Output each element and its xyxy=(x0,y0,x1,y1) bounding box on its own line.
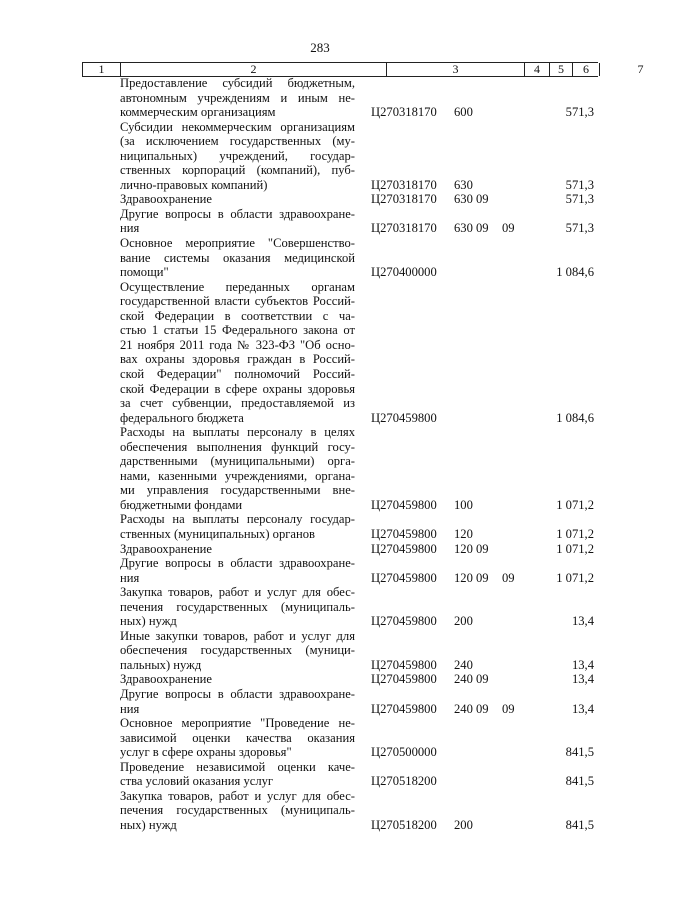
target-code: Ц270318170 xyxy=(371,192,437,207)
target-code: Ц270518200 xyxy=(371,774,437,789)
expense-type: 240 xyxy=(454,672,473,687)
amount-value: 571,3 xyxy=(565,221,594,236)
description-line: Закупка товаров, работ и услуг для обес- xyxy=(120,788,355,803)
description-line: Расходы на выплаты персоналу государ- xyxy=(120,512,355,527)
amount-value: 13,4 xyxy=(571,701,594,716)
table-row xyxy=(0,280,640,426)
table-row xyxy=(0,120,640,193)
header-col-5: 5 xyxy=(549,63,572,76)
row-description xyxy=(120,716,355,760)
description-line: Здравоохранение xyxy=(120,192,213,207)
description-line: обеспечения выполнения функций госу- xyxy=(120,439,355,454)
description-line: 21 ноября 2011 года № 323-ФЗ "Об осно- xyxy=(120,337,355,352)
header-col-1: 1 xyxy=(82,63,120,76)
amount-value: 1 084,6 xyxy=(556,265,594,280)
budget-table-body xyxy=(0,76,640,833)
table-row xyxy=(0,629,640,673)
row-description xyxy=(120,672,355,687)
description-line: (за исключением государственных (му- xyxy=(120,134,355,149)
table-row xyxy=(0,76,640,120)
section-code: 09 xyxy=(476,701,489,716)
target-code: Ц270459800 xyxy=(371,672,437,687)
target-code: Ц270459800 xyxy=(371,701,437,716)
row-description xyxy=(120,76,355,120)
target-code: Ц270459800 xyxy=(371,657,437,672)
target-code: Ц270459800 xyxy=(371,527,437,542)
target-code: Ц270318170 xyxy=(371,221,437,236)
description-line: услуг в сфере охраны здоровья" xyxy=(120,745,292,760)
table-row xyxy=(0,716,640,760)
target-code: Ц270459800 xyxy=(371,497,437,512)
section-code: 09 xyxy=(476,541,489,556)
description-line: автономным учреждениям и иным не- xyxy=(120,90,355,105)
description-line: печения государственных (муниципаль- xyxy=(120,803,355,818)
description-line: зависимой оценки качества оказания xyxy=(120,730,355,745)
description-line: вах охраны здоровья граждан в Россий- xyxy=(120,352,355,367)
target-code: Ц270459800 xyxy=(371,410,437,425)
description-line: ниципальных) учреждений, государ- xyxy=(120,148,355,163)
table-row xyxy=(0,512,640,541)
row-description xyxy=(120,542,355,557)
row-description xyxy=(120,629,355,673)
header-col-4: 4 xyxy=(524,63,549,76)
row-description xyxy=(120,192,355,207)
description-line: ных) нужд xyxy=(120,817,177,832)
description-line: дарственными (муниципальными) орга- xyxy=(120,454,355,469)
row-description xyxy=(120,556,355,585)
description-line: лично-правовых компаний) xyxy=(120,177,268,192)
description-line: Осуществление переданных органам xyxy=(120,279,355,294)
subsection-code: 09 xyxy=(502,221,515,236)
expense-type: 200 xyxy=(454,614,473,629)
description-line: Основное мероприятие "Совершенство- xyxy=(120,236,355,251)
expense-type: 100 xyxy=(454,497,473,512)
description-line: Основное мероприятие "Проведение не- xyxy=(120,716,355,731)
row-description xyxy=(120,207,355,236)
expense-type: 240 xyxy=(454,701,473,716)
expense-type: 120 xyxy=(454,541,473,556)
amount-value: 841,5 xyxy=(565,817,594,832)
table-row xyxy=(0,556,640,585)
amount-value: 1 071,2 xyxy=(556,497,594,512)
section-code: 09 xyxy=(476,192,489,207)
table-row xyxy=(0,789,640,833)
section-code: 09 xyxy=(476,221,489,236)
description-line: вание системы оказания медицинской xyxy=(120,250,355,265)
description-line: Предоставление субсидий бюджетным, xyxy=(120,76,355,90)
target-code: Ц270518200 xyxy=(371,817,437,832)
description-line: Другие вопросы в области здравоохране- xyxy=(120,556,355,571)
description-line: федерального бюджета xyxy=(120,410,244,425)
row-description xyxy=(120,425,355,512)
header-col-2: 2 xyxy=(120,63,386,76)
description-line: Иные закупки товаров, работ и услуг для xyxy=(120,628,355,643)
target-code: Ц270459800 xyxy=(371,614,437,629)
amount-value: 841,5 xyxy=(565,745,594,760)
description-line: Другие вопросы в области здравоохране- xyxy=(120,687,355,702)
amount-value: 571,3 xyxy=(565,105,594,120)
description-line: за счет субвенции, предоставляемой из xyxy=(120,396,355,411)
expense-type: 630 xyxy=(454,221,473,236)
amount-value: 841,5 xyxy=(565,774,594,789)
header-col-7: 7 xyxy=(599,63,681,76)
expense-type: 240 xyxy=(454,657,473,672)
row-description xyxy=(120,120,355,193)
amount-value: 13,4 xyxy=(571,657,594,672)
target-code: Ц270318170 xyxy=(371,177,437,192)
target-code: Ц270400000 xyxy=(371,265,437,280)
description-line: ской Федерации в сфере охраны здоровья xyxy=(120,381,355,396)
subsection-code: 09 xyxy=(502,701,515,716)
row-description xyxy=(120,760,355,789)
subsection-code: 09 xyxy=(502,570,515,585)
table-row xyxy=(0,687,640,716)
description-line: ния xyxy=(120,570,140,585)
target-code: Ц270459800 xyxy=(371,541,437,556)
row-description xyxy=(120,789,355,833)
description-line: Другие вопросы в области здравоохране- xyxy=(120,206,355,221)
description-line: ской Федерации в соответствии с ча- xyxy=(120,308,355,323)
header-col-3: 3 xyxy=(386,63,524,76)
description-line: помощи" xyxy=(120,265,169,280)
table-row xyxy=(0,425,640,512)
expense-type: 630 xyxy=(454,192,473,207)
description-line: ми управления государственными вне- xyxy=(120,483,355,498)
description-line: Здравоохранение xyxy=(120,672,213,687)
description-line: ния xyxy=(120,701,140,716)
amount-value: 571,3 xyxy=(565,192,594,207)
target-code: Ц270500000 xyxy=(371,745,437,760)
description-line: Закупка товаров, работ и услуг для обес- xyxy=(120,585,355,600)
expense-type: 600 xyxy=(454,105,473,120)
row-description xyxy=(120,236,355,280)
description-line: Проведение независимой оценки каче- xyxy=(120,759,355,774)
amount-value: 1 071,2 xyxy=(556,541,594,556)
row-description xyxy=(120,280,355,425)
amount-value: 571,3 xyxy=(565,177,594,192)
expense-type: 200 xyxy=(454,817,473,832)
expense-type: 120 xyxy=(454,527,473,542)
description-line: обеспечения государственных (муници- xyxy=(120,643,355,658)
table-row xyxy=(0,207,640,236)
table-row xyxy=(0,192,640,207)
description-line: коммерческим организациям xyxy=(120,105,276,120)
header-col-6: 6 xyxy=(572,63,599,76)
target-code: Ц270318170 xyxy=(371,105,437,120)
amount-value: 1 084,6 xyxy=(556,410,594,425)
description-line: бюджетными фондами xyxy=(120,497,243,512)
description-line: печения государственных (муниципаль- xyxy=(120,599,355,614)
table-row xyxy=(0,585,640,629)
section-code: 09 xyxy=(476,672,489,687)
description-line: нами, казенными учреждениями, органа- xyxy=(120,468,355,483)
description-line: стью 1 статьи 15 Федерального закона от xyxy=(120,323,355,338)
description-line: ственных (муниципальных) органов xyxy=(120,527,316,542)
description-line: ственных корпораций (компаний), пуб- xyxy=(120,163,355,178)
amount-value: 13,4 xyxy=(571,614,594,629)
description-line: Расходы на выплаты персоналу в целях xyxy=(120,425,355,440)
table-row xyxy=(0,236,640,280)
row-description xyxy=(120,585,355,629)
row-description xyxy=(120,687,355,716)
row-description xyxy=(120,512,355,541)
expense-type: 120 xyxy=(454,570,473,585)
description-line: ных) нужд xyxy=(120,614,177,629)
description-line: Субсидии некоммерческим организациям xyxy=(120,119,355,134)
amount-value: 1 071,2 xyxy=(556,527,594,542)
table-row xyxy=(0,542,640,557)
page-number: 283 xyxy=(310,40,330,55)
description-line: государственной власти субъектов Россий- xyxy=(120,294,355,309)
description-line: Здравоохранение xyxy=(120,541,213,556)
expense-type: 630 xyxy=(454,177,473,192)
section-code: 09 xyxy=(476,570,489,585)
table-header xyxy=(82,62,644,77)
table-row xyxy=(0,672,640,687)
description-line: пальных) нужд xyxy=(120,657,202,672)
amount-value: 1 071,2 xyxy=(556,570,594,585)
table-row xyxy=(0,760,640,789)
description-line: ния xyxy=(120,221,140,236)
description-line: ской Федерации" полномочий Россий- xyxy=(120,366,355,381)
amount-value: 13,4 xyxy=(571,672,594,687)
target-code: Ц270459800 xyxy=(371,570,437,585)
description-line: ства условий оказания услуг xyxy=(120,774,274,789)
